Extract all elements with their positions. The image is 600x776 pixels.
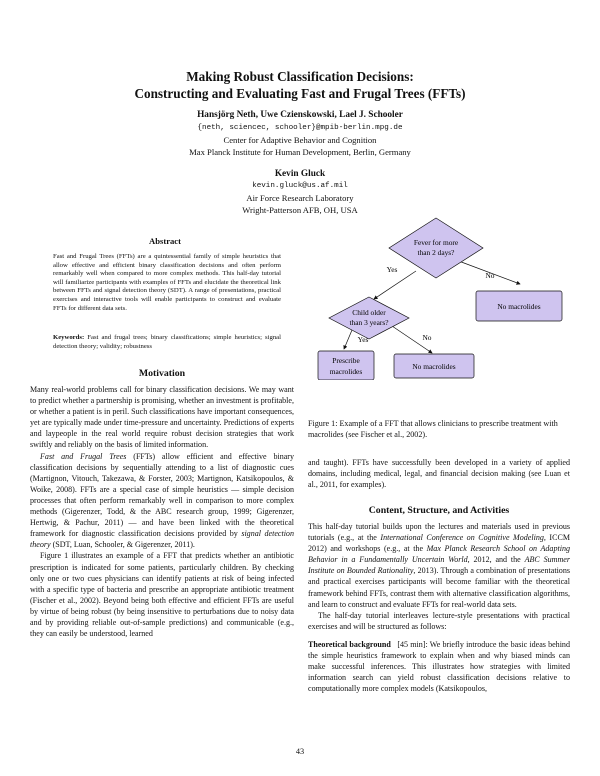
motivation-heading: Motivation: [138, 368, 186, 379]
label-yes-1: Yes: [386, 265, 398, 274]
theoretical-background-paragraph: [308, 639, 570, 694]
paper-title-line1: Making Robust Classification Decisions:: [186, 69, 414, 84]
affiliation-secondary-line1: Air Force Research Laboratory: [246, 193, 354, 203]
abstract-body: Fast and Frugal Trees (FFTs) are a quintessential family of simple heuristics that allow effective and efficient binary classification decisions and often perform remarkably well when compared to more complex methods. This half-day tutorial will familiarize participants with examples of FFTs and elucidate the theoretical link between FFTs and signal detection theory (SDT). A range of presentations, practical exercises and interactive tools will enable participants to construct and evaluate FFTs for different data sets.: [53, 253, 281, 312]
content-p1-d: , 2013). Through a combination of presentations and practical exercises participants will become familiar with the theoretical framework behind FFTs, contrast them with alternative classification algorithms, and learn to construct and evaluate FFTs for real-world data sets.: [308, 566, 570, 609]
content-paragraph-2: The half-day tutorial interleaves lecture-style presentations with practical exercises and will be structured as follows:: [308, 610, 570, 631]
email-primary: {neth, sciencec, schooler}@mpib-berlin.mpg.de: [197, 124, 403, 132]
right-column-top: [308, 457, 570, 490]
label-no-1: No: [485, 271, 495, 280]
node-child-line2: than 3 years?: [349, 318, 389, 327]
authors-primary: Hansjörg Neth, Uwe Czienskowski, Lael J. Schooler: [197, 110, 403, 120]
label-no-2: No: [422, 333, 432, 342]
abc-term: ABC Summer Institute on Bounded Rationality: [308, 555, 570, 576]
keywords-label: Keywords:: [53, 334, 85, 341]
content-p1-a: This half-day tutorial builds upon the lectures and materials used in previous tutorials (e.g., at the: [308, 522, 570, 543]
node-fever-line1: Fever for more: [413, 238, 459, 247]
motivation-p2-text-b: (SDT, Luan, Schooler, & Gigerenzer, 2011).: [50, 540, 195, 550]
abstract-heading: Abstract: [149, 236, 181, 246]
exit-1-text: No macrolides: [497, 302, 541, 311]
affiliation-secondary-line2: Wright-Patterson AFB, OH, USA: [242, 205, 358, 215]
motivation-paragraph-2: [30, 451, 294, 551]
authors-secondary: Kevin Gluck: [274, 169, 326, 179]
sdt-term: signal detection theory: [30, 529, 294, 550]
edge-yes-1: [374, 271, 416, 299]
page-number: 43: [295, 747, 305, 756]
content-body: [308, 521, 570, 694]
motivation-p2-text-a: (FFTs) allow efficient and effective binary classification decisions by sequentially attending to a list of diagnostic cues (Martignon, Vitouch, Takezawa, & Forster, 2003; Martignon, Katsikopoulos, & Woike, 2008). FFTs are a special case of simple heuristics — simple decision processes that often perform remarkably well in comparison to more complex methods (Gigerenzer, Todd, & the ABC research group, 1999; Gigerenzer, Hertwig, & Pachur, 2011) — and have been linked with the theoretical framework for diagnostic classification decisions provided by: [30, 451, 295, 539]
label-yes-2: Yes: [357, 335, 369, 344]
edge-yes-2: [344, 330, 352, 349]
motivation-paragraph-3: Figure 1 illustrates an example of a FFT that predicts whether an antibiotic prescription is indicated for some patients, particularly children. By checking only one or two cues physicians can identify patients at risk of being infected with a specific type of bacteria and prescribe an appropriate antibiotic treatment (Fischer et al., 2002). Beyond being both effective and efficient FFTs are useful by virtue of being robust (by being insensitive to perturbations due to noisy data and by providing reliable out-of-sample predictions) and communicable (e.g., they can easily be understood, learned: [30, 551, 294, 639]
content-heading: Content, Structure, and Activities: [368, 505, 510, 516]
exit-3-text: No macrolides: [412, 362, 456, 371]
right-continuation: and taught). FFTs have successfully been developed in a variety of applied domains, including medical, legal, and financial decision making (see Luan et al., 2011, for examples).: [308, 458, 570, 490]
fft-diagram: [300, 205, 580, 380]
tb-text: We briefly introduce the basic ideas behind the simple heuristics framework to explain when and why biased minds can make successful inferences. This illustrates how strategies with limited information search can yield robust classification decisions relative to computationally more complex models (Katsikopoulos,: [308, 639, 570, 694]
keywords: [53, 334, 281, 351]
motivation-body: [30, 384, 294, 639]
content-p1-c: , 2012, and the: [467, 555, 525, 565]
exit-2-line2: macrolides: [329, 367, 363, 376]
exit-2-line1: Prescribe: [332, 356, 360, 365]
node-fever-line2: than 2 days?: [417, 248, 455, 257]
figure-caption: Figure 1: Example of a FFT that allows clinicians to prescribe treatment with macrolides (see Fischer et al., 2002).: [308, 419, 558, 440]
motivation-paragraph-1: Many real-world problems call for binary classification decisions. We may want to predict whether a partnership is promising, whether an investment is profitable, or whether a patient is in peril. Such classifications have important consequences, yet are typically made under time-pressure and uncertainty. Predictions of experts and laypeople in the real world require robust decision strategies that work swiftly and reliably on the basis of limited information.: [30, 385, 294, 450]
tb-label: Theoretical background: [308, 639, 391, 649]
content-p1-b: , ICCM 2012) and workshops (e.g., at the: [308, 533, 571, 554]
affiliation-primary-line1: Center for Adaptive Behavior and Cognition: [223, 135, 377, 145]
keywords-text: Fast and frugal trees; binary classifications; simple heuristics; signal detection theory; validity; robustness: [53, 334, 281, 350]
node-child-line1: Child older: [352, 308, 386, 317]
email-secondary: kevin.gluck@us.af.mil: [252, 182, 348, 190]
affiliation-primary-line2: Max Planck Institute for Human Development, Berlin, Germany: [189, 147, 411, 157]
iccm-term: International Conference on Cognitive Modeling: [380, 533, 544, 543]
paper-title-line2: Constructing and Evaluating Fast and Frugal Trees (FFTs): [134, 86, 466, 101]
fft-term: Fast and Frugal Trees: [40, 451, 127, 461]
tb-time: [45 min]:: [397, 639, 428, 649]
mprs-term: Max Planck Research School on Adapting Behavior in a Fundamentally Uncertain World: [308, 544, 570, 565]
content-paragraph-1: [308, 521, 570, 610]
